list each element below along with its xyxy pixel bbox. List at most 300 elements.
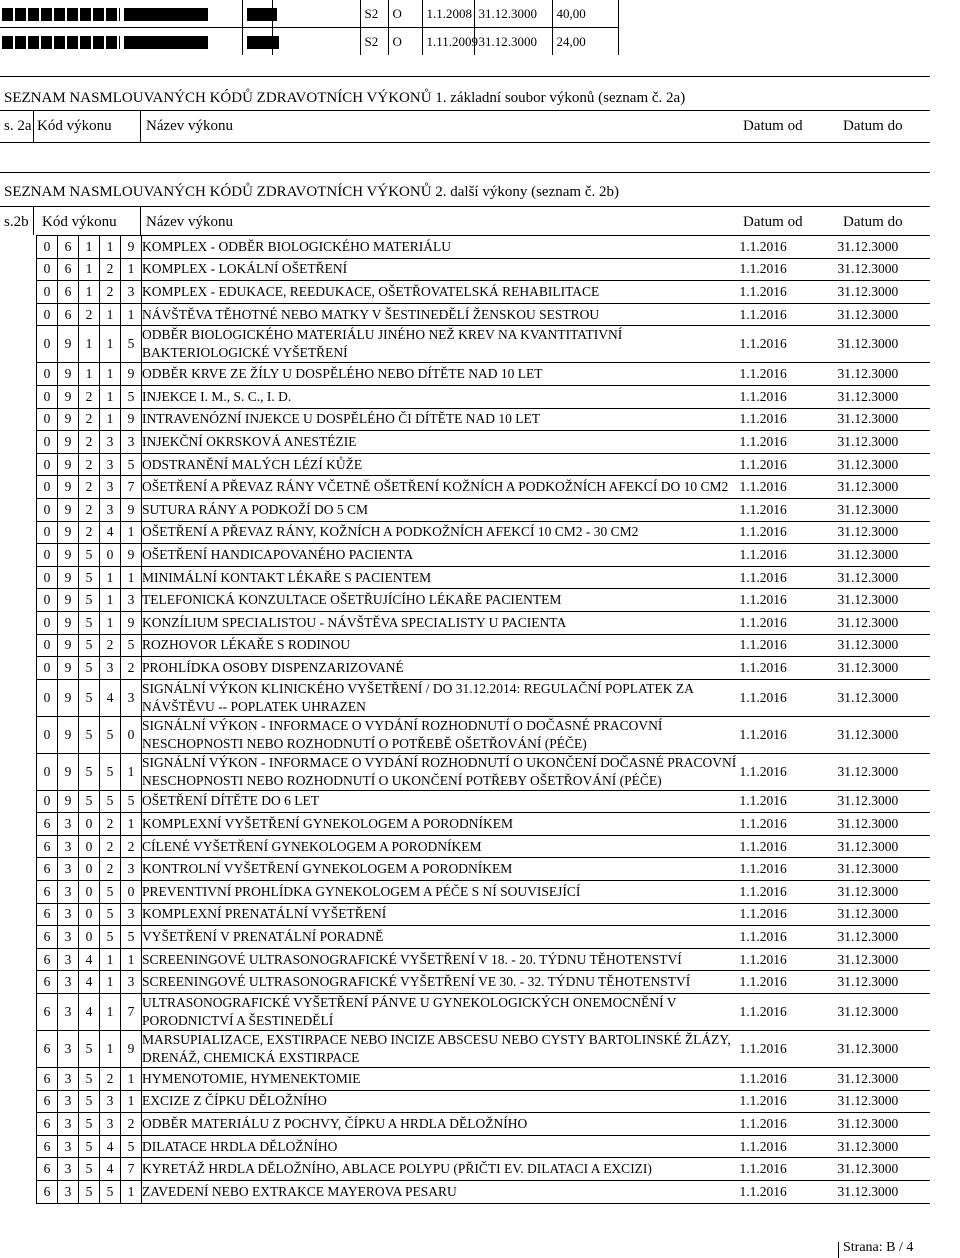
code-digit: 0 <box>37 281 58 304</box>
code-row <box>37 326 930 363</box>
code-digit: 3 <box>58 1090 79 1113</box>
code-digit: 3 <box>58 994 79 1031</box>
top-row-flag: O <box>388 28 422 56</box>
code-digit: 1 <box>100 303 121 326</box>
section-a-col-to: Datum do <box>843 118 903 134</box>
code-digit: 6 <box>58 258 79 281</box>
code-digit: 6 <box>37 948 58 971</box>
code-digit: 3 <box>121 679 142 716</box>
code-digit: 3 <box>58 948 79 971</box>
code-digit: 9 <box>58 753 79 790</box>
code-digit: 1 <box>121 1090 142 1113</box>
code-digit: 3 <box>100 498 121 521</box>
code-row <box>37 994 930 1031</box>
date-to: 31.12.3000 <box>838 971 930 994</box>
date-from: 1.1.2016 <box>740 903 838 926</box>
code-row <box>37 858 930 881</box>
procedure-name: INJEKČNÍ OKRSKOVÁ ANESTÉZIE <box>142 431 740 454</box>
code-digit: 1 <box>121 521 142 544</box>
date-from: 1.1.2016 <box>740 385 838 408</box>
code-digit: 0 <box>37 611 58 634</box>
code-row <box>37 498 930 521</box>
code-digit: 3 <box>121 903 142 926</box>
code-digit: 0 <box>37 476 58 499</box>
procedure-name: HYMENOTOMIE, HYMENEKTOMIE <box>142 1068 740 1091</box>
code-row <box>37 903 930 926</box>
code-digit: 2 <box>121 1113 142 1136</box>
code-digit: 9 <box>58 326 79 363</box>
code-digit: 5 <box>79 634 100 657</box>
rule <box>0 142 930 143</box>
code-digit: 4 <box>100 1158 121 1181</box>
code-digit: 0 <box>37 521 58 544</box>
code-digit: 3 <box>100 1113 121 1136</box>
procedure-name: DILATACE HRDLA DĚLOŽNÍHO <box>142 1135 740 1158</box>
code-digit: 0 <box>37 408 58 431</box>
date-to: 31.12.3000 <box>838 813 930 836</box>
code-row <box>37 634 930 657</box>
date-to: 31.12.3000 <box>838 1135 930 1158</box>
date-to: 31.12.3000 <box>838 326 930 363</box>
code-digit: 6 <box>37 1113 58 1136</box>
procedure-name: CÍLENÉ VYŠETŘENÍ GYNEKOLOGEM A PORODNÍKEM <box>142 835 740 858</box>
code-digit: 1 <box>79 363 100 386</box>
code-row <box>37 971 930 994</box>
date-from: 1.1.2016 <box>740 753 838 790</box>
date-to: 31.12.3000 <box>838 236 930 259</box>
section-a-title: SEZNAM NASMLOUVANÝCH KÓDŮ ZDRAVOTNÍCH VÝKONŮ 1. základní soubor výkonů (seznam č. 2a) <box>4 90 686 106</box>
date-from: 1.1.2016 <box>740 544 838 567</box>
code-digit: 0 <box>79 813 100 836</box>
code-row <box>37 236 930 259</box>
top-row-date-to: 31.12.3000 <box>474 28 552 56</box>
code-digit: 0 <box>121 881 142 904</box>
code-digit: 0 <box>121 716 142 753</box>
code-digit: 0 <box>100 544 121 567</box>
code-digit: 9 <box>58 634 79 657</box>
date-to: 31.12.3000 <box>838 634 930 657</box>
date-to: 31.12.3000 <box>838 753 930 790</box>
code-digit: 5 <box>100 903 121 926</box>
procedure-name: KOMPLEXNÍ VYŠETŘENÍ GYNEKOLOGEM A PORODNÍKEM <box>142 813 740 836</box>
date-to: 31.12.3000 <box>838 431 930 454</box>
code-row <box>37 716 930 753</box>
date-to: 31.12.3000 <box>838 521 930 544</box>
code-digit: 3 <box>100 431 121 454</box>
section-b-col-to: Datum do <box>843 214 903 230</box>
code-digit: 1 <box>100 971 121 994</box>
code-digit: 4 <box>79 971 100 994</box>
code-row <box>37 1031 930 1068</box>
section-b-col-name: Název výkonu <box>146 214 234 230</box>
code-digit: 7 <box>121 476 142 499</box>
code-digit: 2 <box>79 385 100 408</box>
procedure-name: MARSUPIALIZACE, EXSTIRPACE NEBO INCIZE ABSCESU NEBO CYSTY BARTOLINSKÉ ŽLÁZY, DRENÁŽ, CHEMICKÁ EXSTIRPACE <box>142 1031 740 1068</box>
code-digit: 6 <box>37 1031 58 1068</box>
code-digit: 9 <box>58 544 79 567</box>
code-digit: 1 <box>121 753 142 790</box>
code-row <box>37 521 930 544</box>
code-digit: 7 <box>121 994 142 1031</box>
code-digit: 6 <box>37 1068 58 1091</box>
code-digit: 5 <box>79 716 100 753</box>
procedure-name: MINIMÁLNÍ KONTAKT LÉKAŘE S PACIENTEM <box>142 566 740 589</box>
procedure-name: NÁVŠTĚVA TĚHOTNÉ NEBO MATKY V ŠESTINEDĚLÍ ŽENSKOU SESTROU <box>142 303 740 326</box>
code-digit: 9 <box>121 498 142 521</box>
code-digit: 9 <box>121 1031 142 1068</box>
code-digit: 6 <box>37 1135 58 1158</box>
top-row-value: 40,00 <box>552 0 618 28</box>
date-from: 1.1.2016 <box>740 1158 838 1181</box>
code-digit: 6 <box>37 813 58 836</box>
code-digit: 9 <box>58 790 79 813</box>
code-digit: 9 <box>121 236 142 259</box>
date-to: 31.12.3000 <box>838 948 930 971</box>
top-row-date-to: 31.12.3000 <box>474 0 552 28</box>
code-row <box>37 544 930 567</box>
date-to: 31.12.3000 <box>838 994 930 1031</box>
date-to: 31.12.3000 <box>838 716 930 753</box>
code-digit: 0 <box>37 566 58 589</box>
code-row <box>37 258 930 281</box>
procedure-name: OŠETŘENÍ HANDICAPOVANÉHO PACIENTA <box>142 544 740 567</box>
date-from: 1.1.2016 <box>740 431 838 454</box>
date-from: 1.1.2016 <box>740 566 838 589</box>
procedure-name: EXCIZE Z ČÍPKU DĚLOŽNÍHO <box>142 1090 740 1113</box>
procedure-code-table <box>36 235 930 1204</box>
date-to: 31.12.3000 <box>838 1113 930 1136</box>
procedure-name: PROHLÍDKA OSOBY DISPENZARIZOVANÉ <box>142 657 740 680</box>
date-to: 31.12.3000 <box>838 408 930 431</box>
code-digit: 9 <box>58 385 79 408</box>
code-digit: 1 <box>100 236 121 259</box>
rule <box>140 206 141 235</box>
section-a-col-from: Datum od <box>743 118 803 134</box>
procedure-name: SIGNÁLNÍ VÝKON KLINICKÉHO VYŠETŘENÍ / DO 31.12.2014: REGULAČNÍ POPLATEK ZA NÁVŠTĚVU -- POPLATEK UHRAZEN <box>142 679 740 716</box>
code-digit: 2 <box>121 835 142 858</box>
code-digit: 1 <box>100 1031 121 1068</box>
code-digit: 1 <box>100 363 121 386</box>
date-from: 1.1.2016 <box>740 236 838 259</box>
date-from: 1.1.2016 <box>740 326 838 363</box>
code-row <box>37 657 930 680</box>
code-digit: 1 <box>79 236 100 259</box>
date-from: 1.1.2016 <box>740 994 838 1031</box>
date-to: 31.12.3000 <box>838 1158 930 1181</box>
code-digit: 1 <box>121 1181 142 1204</box>
code-digit: 5 <box>121 634 142 657</box>
page-number: Strana: B / 4 <box>843 1240 914 1255</box>
date-from: 1.1.2016 <box>740 1135 838 1158</box>
code-digit: 4 <box>100 1135 121 1158</box>
rule <box>0 172 930 173</box>
code-digit: 2 <box>100 1068 121 1091</box>
code-digit: 3 <box>58 1031 79 1068</box>
code-digit: 3 <box>58 903 79 926</box>
procedure-name: VYŠETŘENÍ V PRENATÁLNÍ PORADNĚ <box>142 926 740 949</box>
procedure-name: KYRETÁŽ HRDLA DĚLOŽNÍHO, ABLACE POLYPU (PŘIČTI EV. DILATACI A EXCIZI) <box>142 1158 740 1181</box>
rule <box>33 110 34 142</box>
code-digit: 9 <box>58 716 79 753</box>
code-digit: 5 <box>79 1113 100 1136</box>
code-digit: 9 <box>58 566 79 589</box>
procedure-name: SIGNÁLNÍ VÝKON - INFORMACE O VYDÁNÍ ROZHODNUTÍ O UKONČENÍ DOČASNÉ PRACOVNÍ NESCHOPNOSTI NEBO ROZHODNUTÍ O UKONČENÍ POTŘEBY OŠETŘOVÁNÍ (PÉČE) <box>142 753 740 790</box>
code-digit: 5 <box>100 881 121 904</box>
code-digit: 0 <box>37 431 58 454</box>
code-digit: 6 <box>37 881 58 904</box>
rule <box>140 110 141 142</box>
date-from: 1.1.2016 <box>740 634 838 657</box>
code-digit: 5 <box>100 926 121 949</box>
code-digit: 5 <box>100 716 121 753</box>
date-to: 31.12.3000 <box>838 611 930 634</box>
code-digit: 2 <box>79 408 100 431</box>
procedure-name: KOMPLEXNÍ PRENATÁLNÍ VYŠETŘENÍ <box>142 903 740 926</box>
code-digit: 1 <box>100 566 121 589</box>
code-digit: 4 <box>100 521 121 544</box>
code-digit: 0 <box>37 790 58 813</box>
code-digit: 2 <box>100 813 121 836</box>
code-row <box>37 363 930 386</box>
code-digit: 9 <box>58 453 79 476</box>
date-to: 31.12.3000 <box>838 281 930 304</box>
date-from: 1.1.2016 <box>740 679 838 716</box>
code-digit: 5 <box>79 566 100 589</box>
code-row <box>37 303 930 326</box>
date-to: 31.12.3000 <box>838 476 930 499</box>
date-to: 31.12.3000 <box>838 258 930 281</box>
code-digit: 9 <box>121 408 142 431</box>
code-digit: 2 <box>100 835 121 858</box>
code-digit: 5 <box>79 611 100 634</box>
procedure-name: INTRAVENÓZNÍ INJEKCE U DOSPĚLÉHO ČI DÍTĚTE NAD 10 LET <box>142 408 740 431</box>
procedure-name: ODBĚR MATERIÁLU Z POCHVY, ČÍPKU A HRDLA DĚLOŽNÍHO <box>142 1113 740 1136</box>
code-digit: 1 <box>121 566 142 589</box>
code-digit: 2 <box>79 521 100 544</box>
top-row-code: S2 <box>360 28 388 56</box>
date-from: 1.1.2016 <box>740 1113 838 1136</box>
code-digit: 0 <box>37 634 58 657</box>
code-digit: 9 <box>121 611 142 634</box>
top-row-value: 24,00 <box>552 28 618 56</box>
code-digit: 2 <box>79 453 100 476</box>
date-to: 31.12.3000 <box>838 303 930 326</box>
procedure-name: KOMPLEX - EDUKACE, REEDUKACE, OŠETŘOVATELSKÁ REHABILITACE <box>142 281 740 304</box>
procedure-name: INJEKCE I. M., S. C., I. D. <box>142 385 740 408</box>
date-from: 1.1.2016 <box>740 408 838 431</box>
code-digit: 3 <box>121 431 142 454</box>
date-from: 1.1.2016 <box>740 453 838 476</box>
section-b-title: SEZNAM NASMLOUVANÝCH KÓDŮ ZDRAVOTNÍCH VÝKONŮ 2. další výkony (seznam č. 2b) <box>4 184 619 200</box>
code-digit: 6 <box>37 835 58 858</box>
code-digit: 6 <box>37 994 58 1031</box>
date-from: 1.1.2016 <box>740 858 838 881</box>
code-digit: 1 <box>121 303 142 326</box>
redaction-block <box>124 36 208 49</box>
procedure-name: OŠETŘENÍ A PŘEVAZ RÁNY VČETNĚ OŠETŘENÍ KOŽNÍCH A PODKOŽNÍCH AFEKCÍ DO 10 CM2 <box>142 476 740 499</box>
code-row <box>37 926 930 949</box>
code-digit: 5 <box>79 679 100 716</box>
code-digit: 1 <box>121 813 142 836</box>
code-digit: 1 <box>100 385 121 408</box>
code-row <box>37 1113 930 1136</box>
code-digit: 3 <box>100 657 121 680</box>
rule <box>838 1242 839 1258</box>
date-to: 31.12.3000 <box>838 881 930 904</box>
code-digit: 5 <box>79 1158 100 1181</box>
top-row <box>0 28 618 56</box>
code-digit: 0 <box>37 657 58 680</box>
code-digit: 0 <box>37 679 58 716</box>
code-digit: 6 <box>37 858 58 881</box>
date-from: 1.1.2016 <box>740 1068 838 1091</box>
code-digit: 6 <box>58 303 79 326</box>
code-digit: 3 <box>58 858 79 881</box>
date-from: 1.1.2016 <box>740 363 838 386</box>
date-from: 1.1.2016 <box>740 1031 838 1068</box>
code-digit: 5 <box>79 657 100 680</box>
code-digit: 3 <box>58 926 79 949</box>
code-digit: 6 <box>37 971 58 994</box>
code-digit: 9 <box>58 679 79 716</box>
section-a-col-code: Kód výkonu <box>37 118 112 134</box>
code-digit: 6 <box>37 1090 58 1113</box>
code-digit: 5 <box>79 544 100 567</box>
code-digit: 0 <box>79 926 100 949</box>
code-digit: 2 <box>121 657 142 680</box>
date-from: 1.1.2016 <box>740 835 838 858</box>
code-digit: 3 <box>100 476 121 499</box>
date-to: 31.12.3000 <box>838 1090 930 1113</box>
code-row <box>37 453 930 476</box>
date-from: 1.1.2016 <box>740 476 838 499</box>
code-row <box>37 611 930 634</box>
date-to: 31.12.3000 <box>838 903 930 926</box>
code-digit: 3 <box>58 1181 79 1204</box>
code-digit: 1 <box>79 258 100 281</box>
procedure-name: OŠETŘENÍ A PŘEVAZ RÁNY, KOŽNÍCH A PODKOŽNÍCH AFEKCÍ 10 CM2 - 30 CM2 <box>142 521 740 544</box>
procedure-name: ODBĚR BIOLOGICKÉHO MATERIÁLU JINÉHO NEŽ KREV NA KVANTITATIVNÍ BAKTERIOLOGICKÉ VYŠETŘENÍ <box>142 326 740 363</box>
redacted-cell <box>242 28 272 56</box>
code-digit: 1 <box>100 408 121 431</box>
code-digit: 5 <box>79 1181 100 1204</box>
code-digit: 5 <box>100 753 121 790</box>
date-to: 31.12.3000 <box>838 498 930 521</box>
date-from: 1.1.2016 <box>740 303 838 326</box>
procedure-name: SUTURA RÁNY A PODKOŽÍ DO 5 CM <box>142 498 740 521</box>
code-digit: 1 <box>100 589 121 612</box>
date-from: 1.1.2016 <box>740 948 838 971</box>
date-to: 31.12.3000 <box>838 679 930 716</box>
code-digit: 2 <box>79 498 100 521</box>
code-digit: 3 <box>121 971 142 994</box>
date-to: 31.12.3000 <box>838 363 930 386</box>
code-row <box>37 1135 930 1158</box>
code-digit: 0 <box>79 881 100 904</box>
code-digit: 9 <box>121 544 142 567</box>
code-row <box>37 385 930 408</box>
code-digit: 3 <box>58 1158 79 1181</box>
date-from: 1.1.2016 <box>740 1090 838 1113</box>
code-digit: 5 <box>121 326 142 363</box>
code-digit: 9 <box>58 408 79 431</box>
date-from: 1.1.2016 <box>740 498 838 521</box>
date-to: 31.12.3000 <box>838 385 930 408</box>
code-row <box>37 589 930 612</box>
code-digit: 2 <box>79 476 100 499</box>
top-row-date-from: 1.1.2008 <box>422 0 474 28</box>
code-digit: 1 <box>79 281 100 304</box>
code-digit: 3 <box>58 1068 79 1091</box>
date-from: 1.1.2016 <box>740 281 838 304</box>
procedure-name: ODBĚR KRVE ZE ŽÍLY U DOSPĚLÉHO NEBO DÍTĚTE NAD 10 LET <box>142 363 740 386</box>
date-from: 1.1.2016 <box>740 657 838 680</box>
procedure-name: TELEFONICKÁ KONZULTACE OŠETŘUJÍCÍHO LÉKAŘE PACIENTEM <box>142 589 740 612</box>
top-row-code: S2 <box>360 0 388 28</box>
code-digit: 2 <box>100 634 121 657</box>
procedure-name: OŠETŘENÍ DÍTĚTE DO 6 LET <box>142 790 740 813</box>
code-digit: 5 <box>79 1135 100 1158</box>
code-digit: 5 <box>121 385 142 408</box>
date-to: 31.12.3000 <box>838 835 930 858</box>
code-digit: 4 <box>79 948 100 971</box>
code-digit: 3 <box>100 453 121 476</box>
date-to: 31.12.3000 <box>838 1031 930 1068</box>
code-digit: 3 <box>100 1090 121 1113</box>
code-digit: 0 <box>79 903 100 926</box>
code-row <box>37 431 930 454</box>
code-digit: 5 <box>121 926 142 949</box>
date-from: 1.1.2016 <box>740 881 838 904</box>
code-digit: 0 <box>37 363 58 386</box>
code-digit: 9 <box>58 431 79 454</box>
section-a-col-s: s. 2a <box>4 118 32 134</box>
section-a-col-name: Název výkonu <box>146 118 234 134</box>
code-digit: 0 <box>37 303 58 326</box>
date-to: 31.12.3000 <box>838 453 930 476</box>
code-digit: 9 <box>58 521 79 544</box>
code-digit: 5 <box>100 790 121 813</box>
code-digit: 0 <box>37 326 58 363</box>
procedure-name: KONZÍLIUM SPECIALISTOU - NÁVŠTĚVA SPECIALISTY U PACIENTA <box>142 611 740 634</box>
code-digit: 9 <box>58 657 79 680</box>
date-to: 31.12.3000 <box>838 1068 930 1091</box>
date-from: 1.1.2016 <box>740 258 838 281</box>
code-digit: 0 <box>37 544 58 567</box>
redaction-block <box>124 8 208 21</box>
date-from: 1.1.2016 <box>740 926 838 949</box>
code-digit: 2 <box>79 431 100 454</box>
date-from: 1.1.2016 <box>740 790 838 813</box>
date-to: 31.12.3000 <box>838 566 930 589</box>
procedure-name: ULTRASONOGRAFICKÉ VYŠETŘENÍ PÁNVE U GYNEKOLOGICKÝCH ONEMOCNĚNÍ V PORODNICTVÍ A ŠESTINEDĚLÍ <box>142 994 740 1031</box>
code-digit: 5 <box>79 753 100 790</box>
date-to: 31.12.3000 <box>838 589 930 612</box>
top-value-table <box>0 0 619 55</box>
code-digit: 2 <box>100 258 121 281</box>
code-digit: 7 <box>121 1158 142 1181</box>
code-digit: 6 <box>37 1158 58 1181</box>
code-digit: 1 <box>121 1068 142 1091</box>
code-digit: 5 <box>121 790 142 813</box>
date-from: 1.1.2016 <box>740 971 838 994</box>
code-digit: 1 <box>121 948 142 971</box>
procedure-name: ROZHOVOR LÉKAŘE S RODINOU <box>142 634 740 657</box>
procedure-name: SIGNÁLNÍ VÝKON - INFORMACE O VYDÁNÍ ROZHODNUTÍ O DOČASNÉ PRACOVNÍ NESCHOPNOSTI NEBO ROZHODNUTÍ O POTŘEBĚ OŠETŘOVÁNÍ (PÉČE) <box>142 716 740 753</box>
procedure-name: ZAVEDENÍ NEBO EXTRAKCE MAYEROVA PESARU <box>142 1181 740 1204</box>
code-digit: 6 <box>58 236 79 259</box>
code-digit: 1 <box>100 948 121 971</box>
